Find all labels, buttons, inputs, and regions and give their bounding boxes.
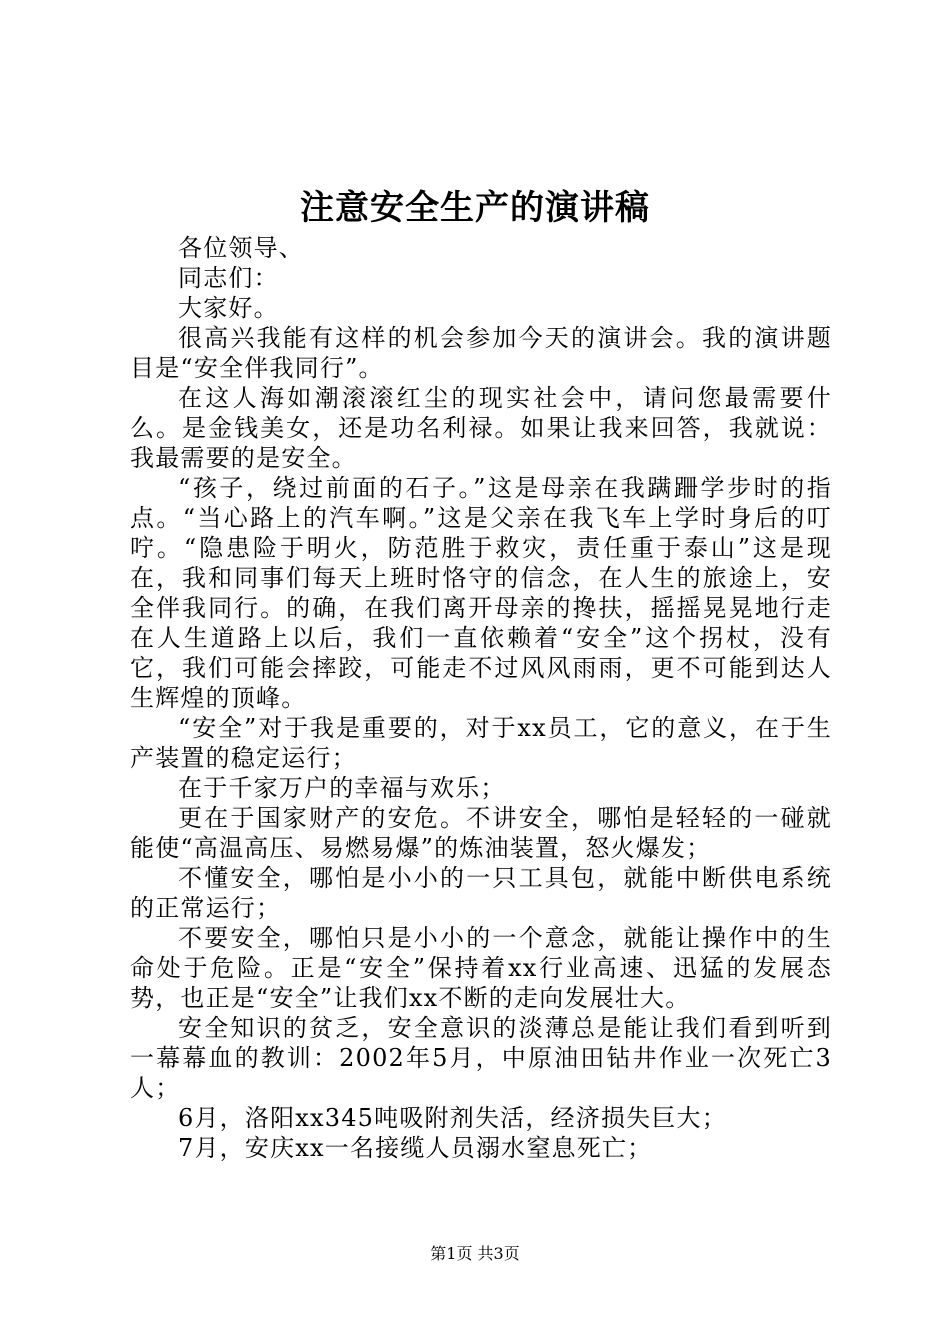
paragraph: 很高兴我能有这样的机会参加今天的演讲会。我的演讲题目是“安全伴我同行”。 bbox=[130, 324, 832, 382]
paragraph: 安全知识的贫乏，安全意识的淡薄总是能让我们看到听到一幕幕血的教训：2002年5月，中原油田钻井作业一次死亡3人； bbox=[130, 1014, 832, 1102]
paragraph: 不要安全，哪怕只是小小的一个意念，就能让操作中的生命处于危险。正是“安全”保持着xx行业高速、迅猛的发展态势，也正是“安全”让我们xx不断的走向发展壮大。 bbox=[130, 924, 832, 1012]
paragraph: 7月，安庆xx一名接缆人员溺水窒息死亡； bbox=[178, 1134, 653, 1162]
paragraph: 6月，洛阳xx345吨吸附剂失活，经济损失巨大； bbox=[178, 1104, 727, 1132]
paragraph: 大家好。 bbox=[178, 294, 279, 322]
page-footer: 第1页 共3页 bbox=[430, 1244, 520, 1263]
paragraph: “孩子，绕过前面的石子。”这是母亲在我蹒跚学步时的指点。“当心路上的汽车啊。”这是父亲在我飞车上学时身后的叮咛。“隐患险于明火，防范胜于救灾，责任重于泰山”这是现在，我和同事们每天上班时恪守的信念，在人生的旅途上，安全伴我同行。的确，在我们离开母亲的搀扶，摇摇晃晃地行走在人生道路上以后，我们一直依赖着“安全”这个拐杖，没有它，我们可能会摔跤，可能走不过风风雨雨，更不可能到达人生辉煌的顶峰。 bbox=[130, 474, 832, 712]
paragraph: 不懂安全，哪怕是小小的一只工具包，就能中断供电系统的正常运行； bbox=[130, 864, 832, 922]
paragraph: “安全”对于我是重要的，对于xx员工，它的意义，在于生产装置的稳定运行； bbox=[130, 714, 832, 772]
paragraph: 在于千家万户的幸福与欢乐； bbox=[178, 774, 506, 802]
page-title: 注意安全生产的演讲稿 bbox=[300, 188, 650, 228]
paragraph: 各位领导、 bbox=[178, 234, 304, 262]
paragraph: 在这人海如潮滚滚红尘的现实社会中，请问您最需要什么。是金钱美女，还是功名利禄。如果让我来回答，我就说：我最需要的是安全。 bbox=[130, 384, 832, 472]
paragraph: 更在于国家财产的安危。不讲安全，哪怕是轻轻的一碰就能使“高温高压、易燃易爆”的炼油装置，怒火爆发； bbox=[130, 804, 832, 862]
paragraph: 同志们： bbox=[178, 264, 279, 292]
document-body bbox=[130, 233, 832, 1163]
